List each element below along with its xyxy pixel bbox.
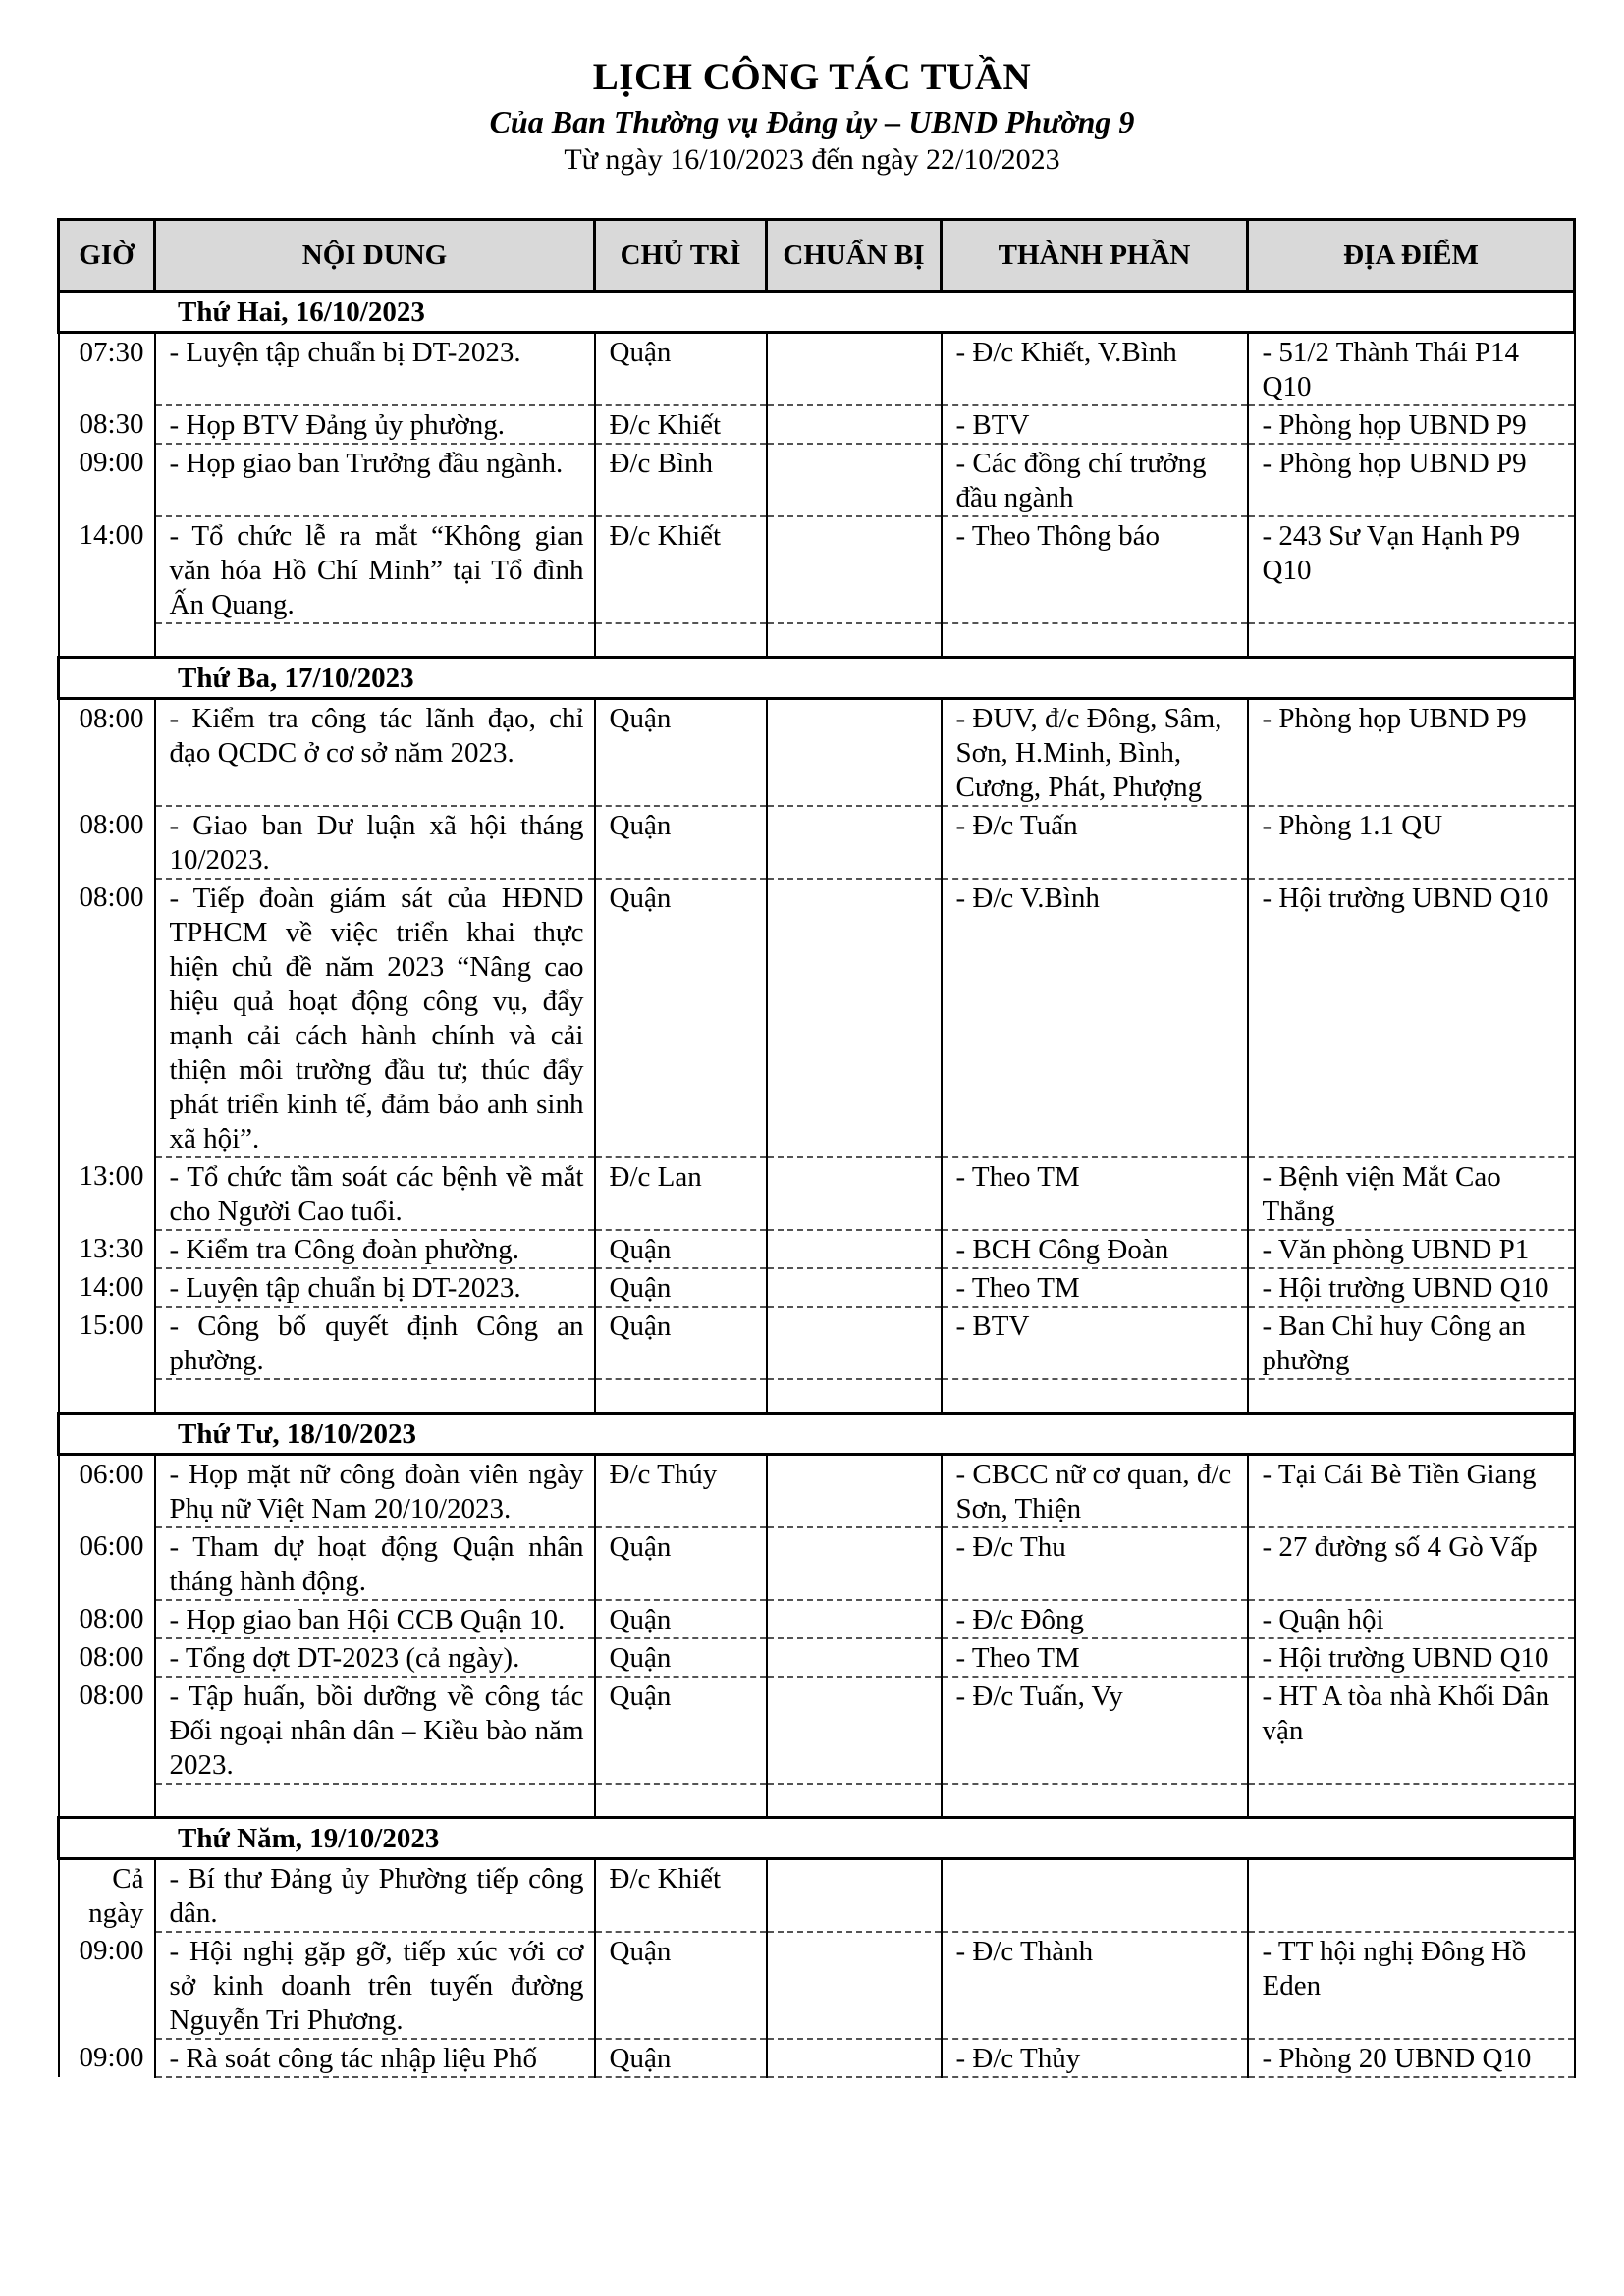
- cell-content: - Hội nghị gặp gỡ, tiếp xúc với cơ sở kinh doanh trên tuyến đường Nguyễn Tri Phương.: [155, 1932, 595, 2039]
- cell-time: 13:30: [59, 1230, 155, 1268]
- cell-time: 07:30: [59, 333, 155, 406]
- cell-time: 06:00: [59, 1527, 155, 1600]
- cell-prepare: [767, 806, 942, 879]
- empty-cell: [767, 1784, 942, 1818]
- cell-prepare: [767, 1157, 942, 1230]
- day-header-row: [59, 658, 1575, 699]
- cell-participants: - Đ/c Đông: [942, 1600, 1248, 1638]
- day-label: Thứ Tư, 18/10/2023: [59, 1414, 1575, 1455]
- cell-location: [1248, 1859, 1575, 1933]
- cell-time: 08:00: [59, 1677, 155, 1784]
- cell-content: - Họp giao ban Hội CCB Quận 10.: [155, 1600, 595, 1638]
- empty-cell: [59, 623, 155, 658]
- day-label: Thứ Ba, 17/10/2023: [59, 658, 1575, 699]
- cell-participants: - Các đồng chí trưởng đầu ngành: [942, 444, 1248, 516]
- table-row: [59, 444, 1575, 516]
- cell-time: 14:00: [59, 1268, 155, 1307]
- table-row: [59, 1677, 1575, 1784]
- cell-time: 15:00: [59, 1307, 155, 1379]
- empty-cell: [942, 623, 1248, 658]
- empty-cell: [1248, 1784, 1575, 1818]
- cell-prepare: [767, 516, 942, 623]
- cell-time: Cả ngày: [59, 1859, 155, 1933]
- empty-cell: [59, 1784, 155, 1818]
- table-row: [59, 1157, 1575, 1230]
- cell-time: 08:30: [59, 405, 155, 444]
- table-row: [59, 1600, 1575, 1638]
- cell-participants: - Theo Thông báo: [942, 516, 1248, 623]
- cell-chair: Đ/c Khiết: [595, 1859, 767, 1933]
- cell-time: 08:00: [59, 1638, 155, 1677]
- col-header-chair: CHỦ TRÌ: [595, 220, 767, 292]
- cell-content: - Luyện tập chuẩn bị DT-2023.: [155, 333, 595, 406]
- spacer-row: [59, 623, 1575, 658]
- cell-prepare: [767, 333, 942, 406]
- cell-content: - Bí thư Đảng ủy Phường tiếp công dân.: [155, 1859, 595, 1933]
- cell-content: - Tổ chức tầm soát các bệnh về mắt cho Người Cao tuổi.: [155, 1157, 595, 1230]
- table-row: [59, 806, 1575, 879]
- cell-prepare: [767, 444, 942, 516]
- cell-prepare: [767, 1230, 942, 1268]
- cell-time: 09:00: [59, 444, 155, 516]
- cell-prepare: [767, 405, 942, 444]
- cell-participants: - Theo TM: [942, 1268, 1248, 1307]
- cell-content: - Kiểm tra Công đoàn phường.: [155, 1230, 595, 1268]
- cell-prepare: [767, 1638, 942, 1677]
- day-label: Thứ Hai, 16/10/2023: [59, 292, 1575, 333]
- cell-participants: - BTV: [942, 1307, 1248, 1379]
- cell-content: - Họp BTV Đảng ủy phường.: [155, 405, 595, 444]
- cell-location: - Tại Cái Bè Tiền Giang: [1248, 1455, 1575, 1528]
- cell-participants: - Đ/c Thủy: [942, 2039, 1248, 2077]
- table-row: [59, 2039, 1575, 2077]
- col-header-participants: THÀNH PHẦN: [942, 220, 1248, 292]
- cell-chair: Quận: [595, 879, 767, 1157]
- page-title: LỊCH CÔNG TÁC TUẦN: [592, 56, 1032, 98]
- cell-content: - Kiểm tra công tác lãnh đạo, chỉ đạo QCDC ở cơ sở năm 2023.: [155, 699, 595, 807]
- spacer-row: [59, 1784, 1575, 1818]
- cell-content: - Rà soát công tác nhập liệu Phố: [155, 2039, 595, 2077]
- empty-cell: [942, 1379, 1248, 1414]
- cell-chair: Quận: [595, 806, 767, 879]
- day-label: Thứ Năm, 19/10/2023: [59, 1818, 1575, 1859]
- cell-location: - HT A tòa nhà Khối Dân vận: [1248, 1677, 1575, 1784]
- table-row: [59, 1307, 1575, 1379]
- cell-prepare: [767, 1455, 942, 1528]
- cell-prepare: [767, 1600, 942, 1638]
- cell-location: - 27 đường số 4 Gò Vấp: [1248, 1527, 1575, 1600]
- cell-chair: Đ/c Lan: [595, 1157, 767, 1230]
- cell-content: - Tập huấn, bồi dưỡng về công tác Đối ngoại nhân dân – Kiều bào năm 2023.: [155, 1677, 595, 1784]
- date-range: Từ ngày 16/10/2023 đến ngày 22/10/2023: [564, 143, 1060, 176]
- empty-cell: [1248, 1379, 1575, 1414]
- table-row: [59, 699, 1575, 807]
- cell-location: - Hội trường UBND Q10: [1248, 1638, 1575, 1677]
- cell-time: 06:00: [59, 1455, 155, 1528]
- cell-location: - Văn phòng UBND P1: [1248, 1230, 1575, 1268]
- cell-chair: Quận: [595, 333, 767, 406]
- cell-participants: - Đ/c Tuấn: [942, 806, 1248, 879]
- empty-cell: [595, 1784, 767, 1818]
- cell-participants: - BCH Công Đoàn: [942, 1230, 1248, 1268]
- day-header-row: [59, 292, 1575, 333]
- cell-participants: [942, 1859, 1248, 1933]
- empty-cell: [1248, 623, 1575, 658]
- empty-cell: [155, 623, 595, 658]
- cell-time: 14:00: [59, 516, 155, 623]
- cell-prepare: [767, 1268, 942, 1307]
- empty-cell: [155, 1784, 595, 1818]
- cell-location: - Phòng họp UBND P9: [1248, 699, 1575, 807]
- cell-prepare: [767, 699, 942, 807]
- table-row: [59, 879, 1575, 1157]
- cell-chair: Quận: [595, 2039, 767, 2077]
- cell-time: 09:00: [59, 2039, 155, 2077]
- cell-content: - Tiếp đoàn giám sát của HĐND TPHCM về việc triển khai thực hiện chủ đề năm 2023 “Nâng cao hiệu quả hoạt động công vụ, đẩy mạnh cải cách hành chính và cải thiện môi trường đầu tư; thúc đẩy phát triển kinh tế, đảm bảo anh sinh xã hội”.: [155, 879, 595, 1157]
- cell-time: 09:00: [59, 1932, 155, 2039]
- table-row: [59, 333, 1575, 406]
- cell-participants: - Theo TM: [942, 1157, 1248, 1230]
- empty-cell: [767, 1379, 942, 1414]
- table-row: [59, 1268, 1575, 1307]
- cell-chair: Quận: [595, 1932, 767, 2039]
- cell-content: - Tham dự hoạt động Quận nhân tháng hành động.: [155, 1527, 595, 1600]
- day-header-row: [59, 1414, 1575, 1455]
- empty-cell: [595, 623, 767, 658]
- cell-participants: - Đ/c Thành: [942, 1932, 1248, 2039]
- day-header-row: [59, 1818, 1575, 1859]
- cell-chair: Quận: [595, 1307, 767, 1379]
- cell-participants: - Đ/c Thu: [942, 1527, 1248, 1600]
- cell-time: 08:00: [59, 1600, 155, 1638]
- table-row: [59, 1527, 1575, 1600]
- col-header-location: ĐỊA ĐIỂM: [1248, 220, 1575, 292]
- cell-content: - Tổng dợt DT-2023 (cả ngày).: [155, 1638, 595, 1677]
- cell-chair: Quận: [595, 1268, 767, 1307]
- table-row: [59, 1455, 1575, 1528]
- cell-participants: - ĐUV, đ/c Đông, Sâm, Sơn, H.Minh, Bình, Cương, Phát, Phượng: [942, 699, 1248, 807]
- cell-content: - Họp giao ban Trưởng đầu ngành.: [155, 444, 595, 516]
- cell-location: - Phòng họp UBND P9: [1248, 444, 1575, 516]
- cell-participants: - Đ/c Tuấn, Vy: [942, 1677, 1248, 1784]
- cell-content: - Công bố quyết định Công an phường.: [155, 1307, 595, 1379]
- empty-cell: [155, 1379, 595, 1414]
- col-header-prepare: CHUẨN BỊ: [767, 220, 942, 292]
- cell-location: - Bệnh viện Mắt Cao Thắng: [1248, 1157, 1575, 1230]
- cell-chair: Quận: [595, 699, 767, 807]
- cell-time: 08:00: [59, 879, 155, 1157]
- cell-chair: Đ/c Thúy: [595, 1455, 767, 1528]
- cell-chair: Đ/c Bình: [595, 444, 767, 516]
- cell-chair: Quận: [595, 1230, 767, 1268]
- cell-location: - 51/2 Thành Thái P14 Q10: [1248, 333, 1575, 406]
- empty-cell: [59, 1379, 155, 1414]
- cell-chair: Quận: [595, 1600, 767, 1638]
- cell-chair: Quận: [595, 1677, 767, 1784]
- cell-chair: Quận: [595, 1527, 767, 1600]
- cell-location: - Quận hội: [1248, 1600, 1575, 1638]
- table-header-row: [59, 220, 1575, 292]
- table-row: [59, 516, 1575, 623]
- table-row: [59, 1230, 1575, 1268]
- cell-content: - Họp mặt nữ công đoàn viên ngày Phụ nữ Việt Nam 20/10/2023.: [155, 1455, 595, 1528]
- cell-location: - Hội trường UBND Q10: [1248, 879, 1575, 1157]
- cell-participants: - CBCC nữ cơ quan, đ/c Sơn, Thiện: [942, 1455, 1248, 1528]
- page-subtitle: Của Ban Thường vụ Đảng ủy – UBND Phường 9: [489, 104, 1135, 139]
- col-header-time: GIỜ: [59, 220, 155, 292]
- cell-chair: Quận: [595, 1638, 767, 1677]
- cell-prepare: [767, 1859, 942, 1933]
- table-row: [59, 405, 1575, 444]
- cell-prepare: [767, 1677, 942, 1784]
- cell-content: - Tổ chức lễ ra mắt “Không gian văn hóa Hồ Chí Minh” tại Tổ đình Ấn Quang.: [155, 516, 595, 623]
- cell-location: - Hội trường UBND Q10: [1248, 1268, 1575, 1307]
- cell-content: - Giao ban Dư luận xã hội tháng 10/2023.: [155, 806, 595, 879]
- cell-prepare: [767, 1307, 942, 1379]
- empty-cell: [942, 1784, 1248, 1818]
- cell-participants: - BTV: [942, 405, 1248, 444]
- cell-time: 08:00: [59, 806, 155, 879]
- table-row: [59, 1859, 1575, 1933]
- spacer-row: [59, 1379, 1575, 1414]
- cell-content: - Luyện tập chuẩn bị DT-2023.: [155, 1268, 595, 1307]
- cell-location: - Phòng họp UBND P9: [1248, 405, 1575, 444]
- cell-location: - 243 Sư Vạn Hạnh P9 Q10: [1248, 516, 1575, 623]
- schedule-body: [59, 292, 1575, 2078]
- empty-cell: [767, 623, 942, 658]
- cell-chair: Đ/c Khiết: [595, 516, 767, 623]
- cell-chair: Đ/c Khiết: [595, 405, 767, 444]
- cell-prepare: [767, 2039, 942, 2077]
- cell-participants: - Đ/c Khiết, V.Bình: [942, 333, 1248, 406]
- cell-prepare: [767, 1932, 942, 2039]
- cell-prepare: [767, 879, 942, 1157]
- cell-location: - Phòng 1.1 QU: [1248, 806, 1575, 879]
- schedule-table: [57, 218, 1576, 2078]
- cell-time: 13:00: [59, 1157, 155, 1230]
- cell-prepare: [767, 1527, 942, 1600]
- table-row: [59, 1638, 1575, 1677]
- empty-cell: [595, 1379, 767, 1414]
- col-header-content: NỘI DUNG: [155, 220, 595, 292]
- table-row: [59, 1932, 1575, 2039]
- cell-location: - Phòng 20 UBND Q10: [1248, 2039, 1575, 2077]
- cell-time: 08:00: [59, 699, 155, 807]
- cell-participants: - Đ/c V.Bình: [942, 879, 1248, 1157]
- cell-location: - Ban Chỉ huy Công an phường: [1248, 1307, 1575, 1379]
- cell-participants: - Theo TM: [942, 1638, 1248, 1677]
- cell-location: - TT hội nghị Đông Hồ Eden: [1248, 1932, 1575, 2039]
